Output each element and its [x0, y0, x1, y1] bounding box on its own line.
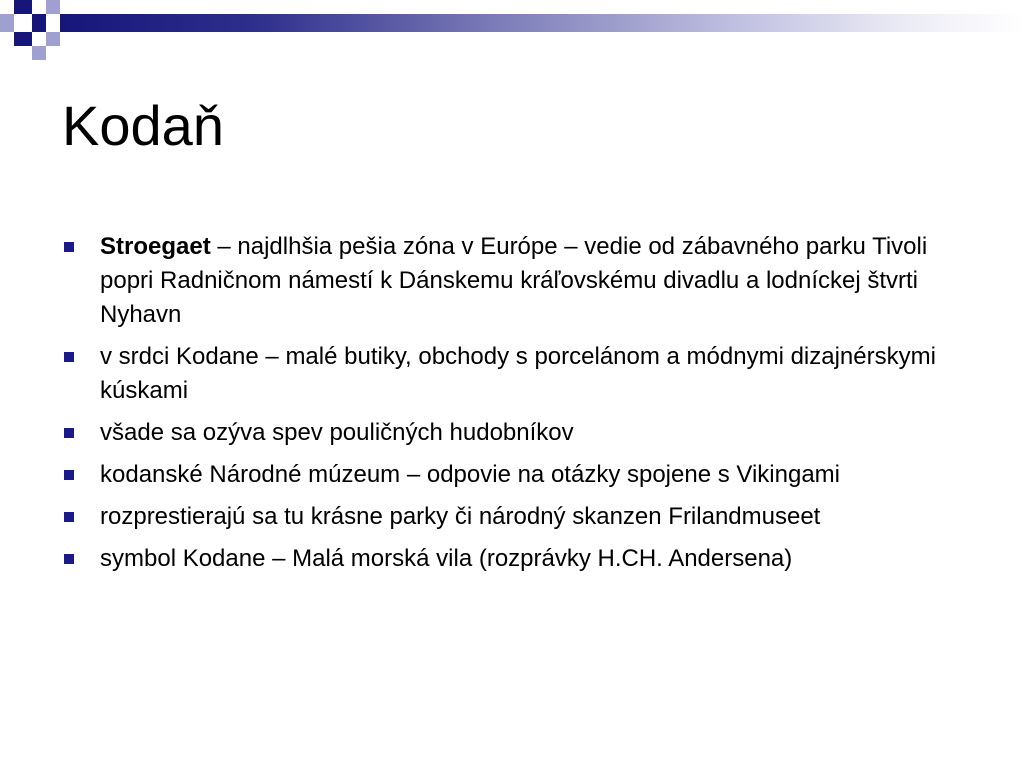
list-item: [62, 416, 982, 450]
list-item-text: kodanské Národné múzeum – odpovie na otázky spojene s Vikingami: [100, 461, 840, 488]
list-item-text: – najdlhšia pešia zóna v Európe – vedie od zábavného parku Tivoli popri Radničnom námestí k Dánskemu kráľovskému divadlu a lodníckej štvrti Nyhavn: [100, 233, 928, 328]
list-item: [62, 340, 982, 408]
decor-square: [32, 0, 46, 14]
list-item-text: rozprestierajú sa tu krásne parky či národný skanzen Frilandmuseet: [100, 503, 821, 530]
list-item-text: v srdci Kodane – malé butiky, obchody s porcelánom a módnymi dizajnérskymi kúskami: [100, 343, 936, 404]
list-item-text: symbol Kodane – Malá morská vila (rozprávky H.CH. Andersena): [100, 545, 793, 572]
list-item: [62, 542, 982, 576]
decor-square: [46, 0, 60, 14]
decor-square: [46, 32, 60, 46]
bullet-list: [62, 230, 982, 584]
list-item-text: všade sa ozýva spev pouličných hudobníkov: [100, 419, 574, 446]
square-bullet-icon: [64, 470, 74, 480]
square-bullet-icon: [64, 554, 74, 564]
square-bullet-icon: [64, 352, 74, 362]
header-gradient-bar: [60, 14, 1024, 32]
decor-square: [32, 14, 46, 32]
decor-square: [14, 32, 32, 46]
slide-title: Kodaň: [62, 94, 224, 157]
list-item-lead: Stroegaet: [100, 233, 211, 260]
decor-square: [32, 32, 46, 46]
square-bullet-icon: [64, 242, 74, 252]
decor-square: [14, 0, 32, 14]
decor-square: [0, 14, 14, 32]
list-item: [62, 500, 982, 534]
square-bullet-icon: [64, 512, 74, 522]
decor-square: [14, 14, 32, 32]
list-item: [62, 458, 982, 492]
header-decoration: [0, 0, 1024, 70]
decor-square: [46, 14, 60, 32]
list-item: [62, 230, 982, 332]
square-bullet-icon: [64, 428, 74, 438]
decor-square: [32, 46, 46, 60]
